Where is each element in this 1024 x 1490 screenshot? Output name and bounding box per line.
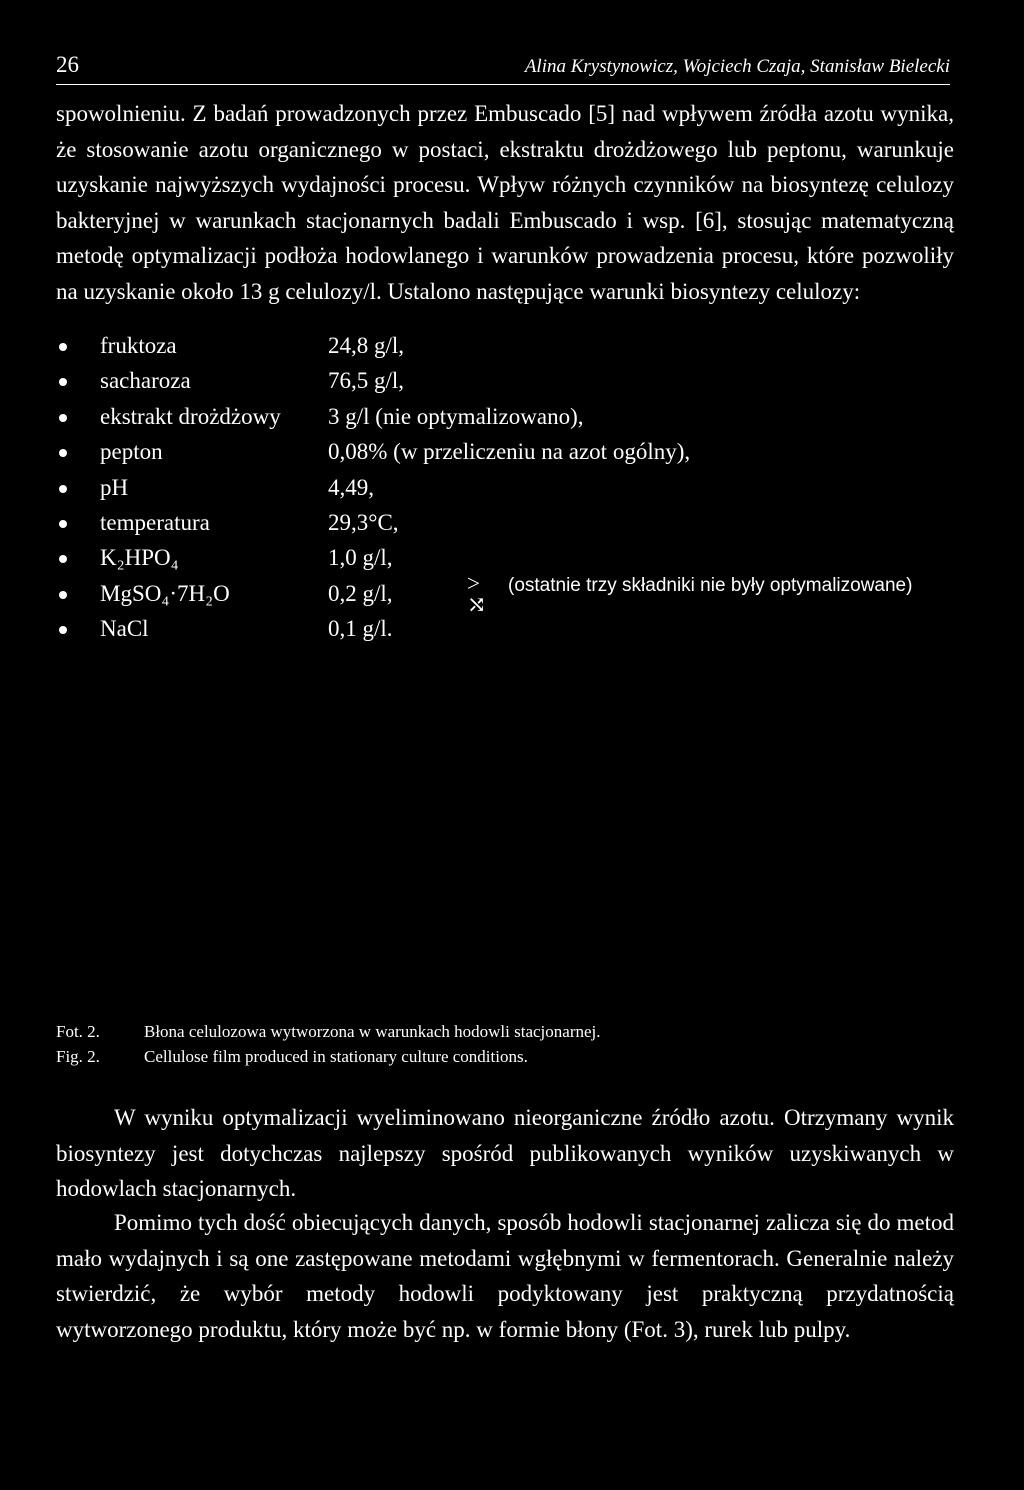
condition-value: 0,1 g/l. bbox=[328, 616, 393, 642]
condition-name: temperatura bbox=[100, 509, 210, 535]
list-item bbox=[56, 611, 996, 646]
bullet-icon bbox=[59, 520, 67, 528]
list-item bbox=[56, 434, 996, 469]
running-header-authors: Alina Krystynowicz, Wojciech Czaja, Stanisław Bielecki bbox=[524, 56, 950, 77]
condition-name: ekstrakt drożdżowy bbox=[100, 403, 281, 429]
caption-english bbox=[56, 1047, 528, 1067]
condition-value: 29,3°C, bbox=[328, 509, 399, 535]
caption-label: Fig. 2. bbox=[56, 1047, 100, 1066]
condition-name: K₂HPO₄ bbox=[100, 545, 179, 571]
bullet-icon bbox=[59, 555, 67, 563]
list-item bbox=[56, 328, 996, 363]
list-item bbox=[56, 399, 996, 434]
condition-value: 0,08% (w przeliczeniu na azot ogólny), bbox=[328, 439, 691, 465]
brace-icon: > ⤭ bbox=[467, 571, 487, 617]
caption-text: Cellulose film produced in stationary culture conditions. bbox=[144, 1047, 528, 1066]
bullet-icon bbox=[59, 449, 67, 457]
list-item bbox=[56, 363, 996, 398]
condition-name: MgSO₄·7H₂O bbox=[100, 580, 230, 606]
figure-photo bbox=[56, 665, 954, 1005]
paragraph-conclusion: Pomimo tych dość obiecujących danych, sposób hodowli stacjonarnej zalicza się do metod mało wydajnych i są one zastępowane metodami wgłębnymi w fermentorach. Generalnie należy stwierdzić, że wybór metody hodowli podyktowany jest praktyczną przydatnością wytworzonego produktu, który może być np. w formie błony (Fot. 3), rurek lub pulpy. bbox=[56, 1210, 954, 1342]
condition-name: NaCl bbox=[100, 616, 149, 642]
list-item bbox=[56, 470, 996, 505]
paragraph-intro: spowolnieniu. Z badań prowadzonych przez Embuscado [5] nad wpływem źródła azotu wynika, że stosowanie azotu organicznego w postaci, ekstraktu drożdżowego lub peptonu, warunkuje uzyskanie najwyższych wydajności procesu. Wpływ różnych czynników na biosyntezę celulozy bakteryjnej w warunkach stacjonarnych badali Embuscado i wsp. [6], stosując matematyczną metodę optymalizacji podłoża hodowlanego i warunków prowadzenia procesu, które pozwoliły na uzyskanie około 13 g celulozy/l. Ustalono następujące warunki biosyntezy celulozy: bbox=[56, 101, 954, 304]
conditions-list bbox=[56, 328, 996, 647]
condition-value: 24,8 g/l, bbox=[328, 333, 405, 358]
condition-value: 76,5 g/l, bbox=[328, 368, 405, 394]
condition-name: fruktoza bbox=[100, 333, 177, 358]
list-item bbox=[56, 505, 996, 540]
list-item bbox=[56, 540, 996, 575]
condition-value: 1,0 g/l, bbox=[328, 545, 393, 571]
brace-note: (ostatnie trzy składniki nie były optymalizowane) bbox=[508, 575, 913, 596]
condition-value: 3 g/l (nie optymalizowano), bbox=[328, 403, 584, 429]
bullet-icon bbox=[59, 626, 67, 634]
page-number: 26 bbox=[56, 52, 79, 77]
header-rule bbox=[56, 84, 950, 85]
condition-value: 4,49, bbox=[328, 474, 374, 500]
caption-polish bbox=[56, 1022, 601, 1042]
caption-label: Fot. 2. bbox=[56, 1022, 100, 1041]
condition-name: pH bbox=[100, 474, 129, 500]
condition-name: sacharoza bbox=[100, 368, 191, 394]
caption-text: Błona celulozowa wytworzona w warunkach hodowli stacjonarnej. bbox=[144, 1022, 601, 1041]
condition-value: 0,2 g/l, bbox=[328, 580, 393, 606]
bullet-icon bbox=[59, 414, 67, 422]
bullet-icon bbox=[59, 591, 67, 599]
bullet-icon bbox=[59, 378, 67, 386]
condition-name: pepton bbox=[100, 439, 163, 465]
bullet-icon bbox=[59, 485, 67, 493]
paragraph-results: W wyniku optymalizacji wyeliminowano nieorganiczne źródło azotu. Otrzymany wynik biosyntezy jest dotychczas najlepszy spośród publikowanych wyników uzyskiwanych w hodowlach stacjonarnych. bbox=[56, 1105, 954, 1201]
bullet-icon bbox=[59, 343, 67, 351]
